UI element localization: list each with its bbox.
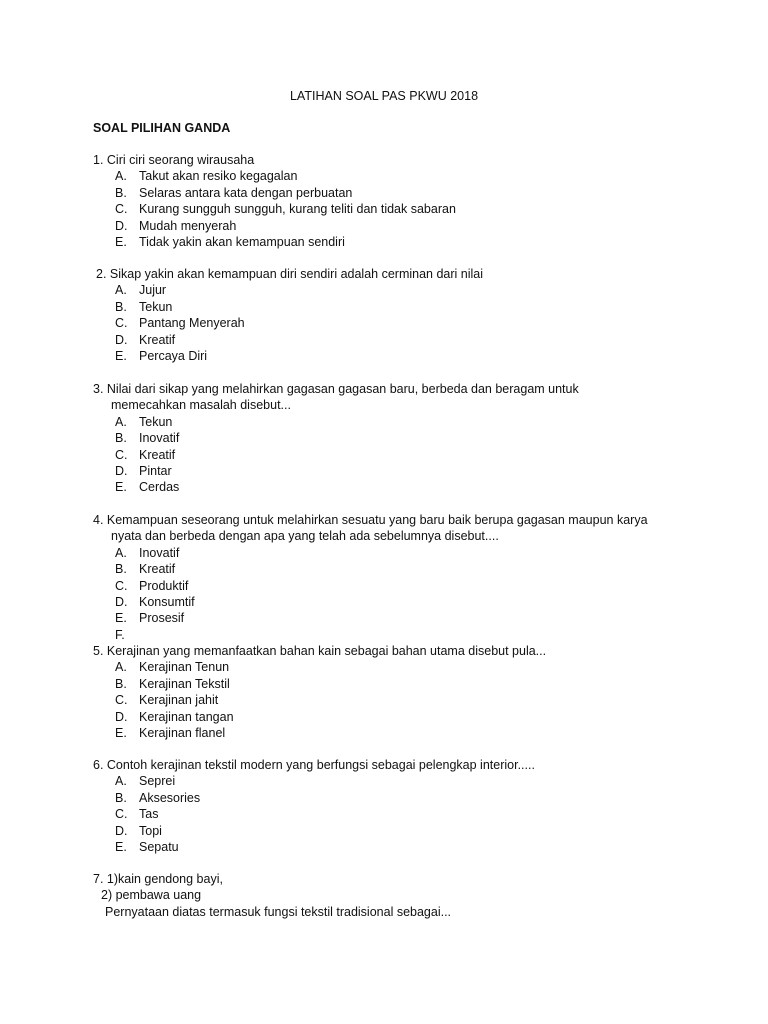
section-heading: SOAL PILIHAN GANDA <box>93 121 231 135</box>
question-stem-continued: memecahkan masalah disebut... <box>111 398 291 413</box>
option-c: C. Produktif <box>115 578 189 593</box>
question-2 <box>93 266 693 364</box>
question-stem: 4. Kemampuan seseorang untuk melahirkan sesuatu yang baru baik berupa gagasan maupun karya <box>93 513 648 527</box>
option-a: A. Takut akan resiko kegagalan <box>115 169 298 184</box>
option-b: B. Aksesories <box>115 790 201 805</box>
question-7 <box>93 871 693 920</box>
question-3 <box>93 381 693 496</box>
option-d: D. Kerajinan tangan <box>115 709 234 724</box>
option-d: D. Pintar <box>115 463 172 478</box>
option-c: C. Tas <box>115 807 159 822</box>
question-stem-continued: nyata dan berbeda dengan apa yang telah ada sebelumnya disebut.... <box>111 529 499 544</box>
option-a: A. Kerajinan Tenun <box>115 660 230 675</box>
option-d: D. Topi <box>115 823 162 838</box>
option-e: E. Percaya Diri <box>115 348 208 363</box>
option-b: B. Kerajinan Tekstil <box>115 676 230 691</box>
option-c: C. Kreatif <box>115 447 176 462</box>
question-1 <box>93 152 693 250</box>
option-a: A. Inovatif <box>115 545 180 560</box>
question-stem: 3. Nilai dari sikap yang melahirkan gagasan gagasan baru, berbeda dan beragam untuk <box>93 382 579 396</box>
option-d: D. Konsumtif <box>115 594 195 609</box>
option-e: E. Kerajinan flanel <box>115 725 226 740</box>
option-e: E. Cerdas <box>115 480 180 495</box>
option-c: C. Pantang Menyerah <box>115 316 245 331</box>
option-b: B. Selaras antara kata dengan perbuatan <box>115 185 353 200</box>
option-b: B. Inovatif <box>115 431 180 446</box>
option-d: D. Mudah menyerah <box>115 218 237 233</box>
question-stem: 7. 1)kain gendong bayi, <box>93 872 223 886</box>
question-5 <box>93 643 693 741</box>
question-stem: 5. Kerajinan yang memanfaatkan bahan kain sebagai bahan utama disebut pula... <box>93 644 547 658</box>
question-stem: 1. Ciri ciri seorang wirausaha <box>93 153 255 167</box>
option-e: E. Prosesif <box>115 611 185 626</box>
question-4 <box>93 512 693 643</box>
option-a: A. Tekun <box>115 414 173 429</box>
option-a: A. Seprei <box>115 774 176 789</box>
question-stem: 6. Contoh kerajinan tekstil modern yang berfungsi sebagai pelengkap interior..... <box>93 758 535 772</box>
option-b: B. Kreatif <box>115 562 176 577</box>
statement-2: 2) pembawa uang <box>101 888 202 903</box>
option-b: B. Tekun <box>115 299 173 314</box>
option-f: F. <box>115 627 125 642</box>
option-e: E. Sepatu <box>115 839 179 854</box>
option-a: A. Jujur <box>115 283 167 298</box>
option-c: C. Kerajinan jahit <box>115 693 219 708</box>
document-title: LATIHAN SOAL PAS PKWU 2018 <box>289 89 479 103</box>
question-prompt: Pernyataan diatas termasuk fungsi tekstil tradisional sebagai... <box>105 904 452 919</box>
question-stem: 2. Sikap yakin akan kemampuan diri sendiri adalah cerminan dari nilai <box>96 267 484 281</box>
option-c: C. Kurang sungguh sungguh, kurang teliti dan tidak sabaran <box>115 202 456 217</box>
question-6 <box>93 757 693 855</box>
option-e: E. Tidak yakin akan kemampuan sendiri <box>115 234 345 249</box>
option-d: D. Kreatif <box>115 332 176 347</box>
